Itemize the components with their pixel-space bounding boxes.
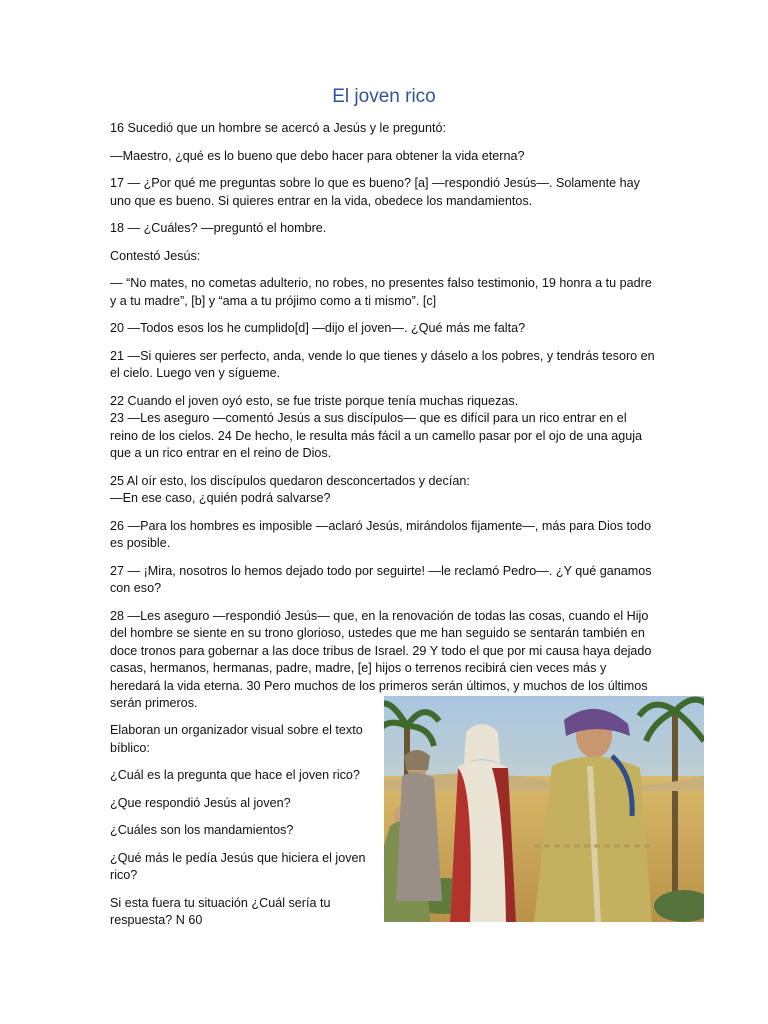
document-title: El joven rico: [332, 86, 436, 107]
paragraph: 26 —Para los hombres es imposible —aclaró Jesús, mirándolos fijamente—, más para Dios todo es posible.: [110, 518, 652, 550]
paragraph: 16 Sucedió que un hombre se acercó a Jesús y le preguntó:: [110, 121, 447, 135]
paragraph: 27 — ¡Mira, nosotros lo hemos dejado todo por seguirte! —le reclamó Pedro—. ¿Y qué ganamos con eso?: [110, 563, 652, 595]
paragraph: 23 —Les aseguro —comentó Jesús a sus discípulos— que es difícil para un rico entrar en el reino de los cielos. 24 De hecho, le resulta más fácil a un camello pasar por el ojo de una aguja que a un rico entrar en el reino de Dios.: [110, 411, 643, 460]
question: ¿Que respondió Jesús al joven?: [110, 795, 291, 810]
question: ¿Qué más le pedía Jesús que hiciera el joven rico?: [110, 850, 366, 882]
paragraph: 28 —Les aseguro —respondió Jesús— que, en la renovación de todas las cosas, cuando el Hijo del hombre se siente en su trono glorioso, ustedes que me han seguido se sentarán también en doce tronos para gobernar a las doce tribus de Israel. 29 Y todo el que por mi causa haya dejado casas, hermanos, hermanas, padre, madre, [e] hijos o terrenos recibirá cien veces más y heredará la vida eterna. 30 Pero muchos de los primeros serán últimos, y muchos de los últimos serán primeros.: [110, 608, 652, 710]
question: ¿Cuál es la pregunta que hace el joven rico?: [110, 768, 360, 782]
paragraph: 18 — ¿Cuáles? —preguntó el hombre.: [110, 221, 327, 235]
question: ¿Cuáles son los mandamientos?: [110, 823, 294, 837]
paragraph: — “No mates, no cometas adulterio, no robes, no presentes falso testimonio, 19 honra a tu padre y a tu madre”, [b] y “ama a tu prójimo como a ti mismo”. [c]: [110, 276, 652, 308]
bible-text: [110, 120, 658, 723]
biblical-illustration: [384, 696, 704, 922]
activity-instruction: Elaboran un organizador visual sobre el texto bíblico:: [110, 723, 363, 755]
paragraph: 20 —Todos esos los he cumplido[d] —dijo el joven—. ¿Qué más me falta?: [110, 321, 526, 335]
paragraph: 17 — ¿Por qué me preguntas sobre lo que es bueno? [a] —respondió Jesús—. Solamente hay uno que es bueno. Si quieres entrar en la vida, obedece los mandamientos.: [110, 176, 640, 208]
paragraph: —Maestro, ¿qué es lo bueno que debo hacer para obtener la vida eterna?: [110, 148, 525, 163]
paragraph: 25 Al oír esto, los discípulos quedaron desconcertados y decían:: [110, 473, 470, 488]
paragraph: —En ese caso, ¿quién podrá salvarse?: [110, 491, 331, 505]
paragraph: Contestó Jesús:: [110, 248, 201, 263]
paragraph: 22 Cuando el joven oyó esto, se fue triste porque tenía muchas riquezas.: [110, 393, 519, 408]
activity-questions: [110, 722, 378, 940]
question: Si esta fuera tu situación ¿Cuál sería tu respuesta? N 60: [110, 895, 331, 927]
paragraph: 21 —Si quieres ser perfecto, anda, vende lo que tienes y dáselo a los pobres, y tendrás tesoro en el cielo. Luego ven y sígueme.: [110, 348, 655, 380]
